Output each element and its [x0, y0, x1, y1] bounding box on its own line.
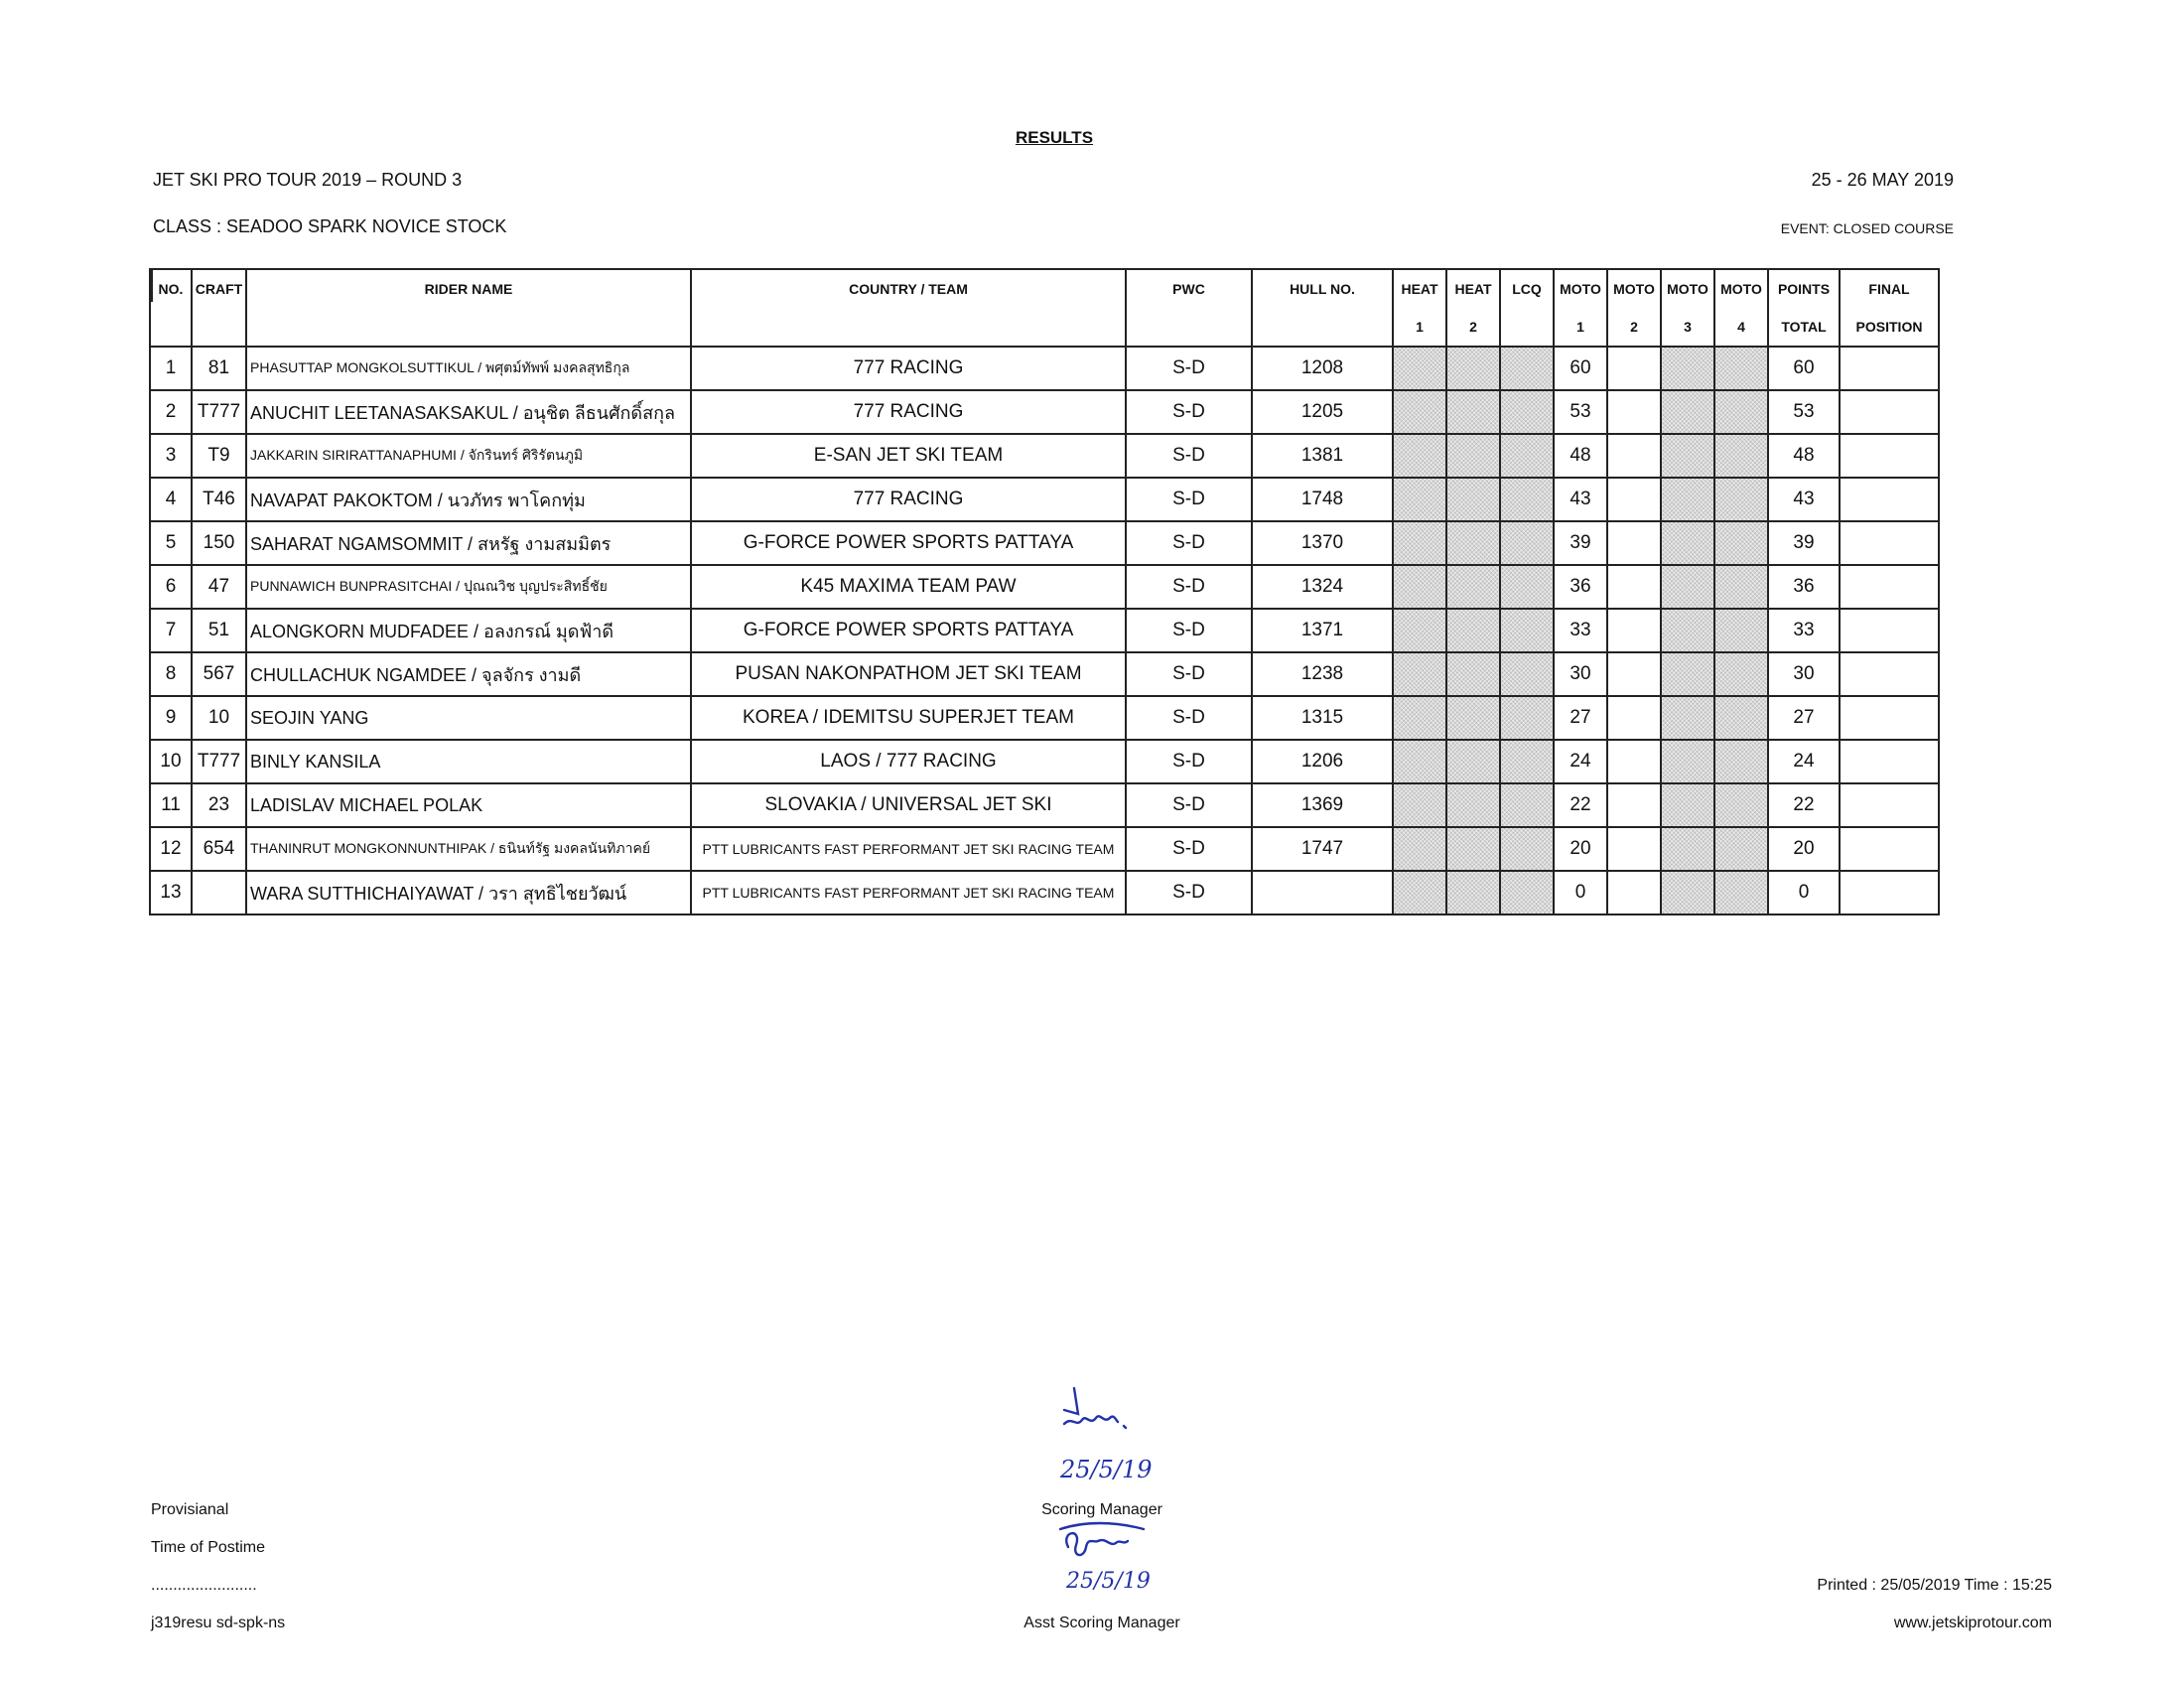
cell-craft: T777	[192, 390, 246, 434]
cell-heat1	[1393, 347, 1446, 390]
cell-moto3	[1661, 609, 1714, 652]
cell-total: 53	[1768, 390, 1840, 434]
cell-pwc: S-D	[1126, 434, 1252, 478]
cell-pwc: S-D	[1126, 696, 1252, 740]
cell-moto3	[1661, 783, 1714, 827]
cell-no: 13	[150, 871, 192, 914]
cell-moto2	[1607, 871, 1661, 914]
cell-rider: ALONGKORN MUDFADEE / อลงกรณ์ มุดฟ้าดี	[246, 609, 691, 652]
cell-no: 5	[150, 521, 192, 565]
cell-moto3	[1661, 827, 1714, 871]
cell-no: 9	[150, 696, 192, 740]
cell-team: K45 MAXIMA TEAM PAW	[691, 565, 1126, 609]
cell-team: 777 RACING	[691, 390, 1126, 434]
cell-team: G-FORCE POWER SPORTS PATTAYA	[691, 521, 1126, 565]
col-heat2: HEAT	[1446, 269, 1500, 308]
table-row	[150, 565, 1939, 609]
col-hull: HULL NO.	[1252, 269, 1393, 308]
cell-moto4	[1714, 827, 1768, 871]
col-craft: CRAFT	[192, 269, 246, 308]
col-moto4: MOTO	[1714, 269, 1768, 308]
col-moto2-num: 2	[1607, 308, 1661, 347]
cell-total: 24	[1768, 740, 1840, 783]
cell-position	[1840, 827, 1939, 871]
cell-heat1	[1393, 390, 1446, 434]
cell-moto1: 48	[1554, 434, 1607, 478]
cell-total: 36	[1768, 565, 1840, 609]
col-rider: RIDER NAME	[246, 269, 691, 308]
cell-lcq	[1500, 652, 1554, 696]
cell-team: 777 RACING	[691, 347, 1126, 390]
cell-heat2	[1446, 347, 1500, 390]
cell-rider: SEOJIN YANG	[246, 696, 691, 740]
cell-pwc: S-D	[1126, 652, 1252, 696]
cell-moto1: 20	[1554, 827, 1607, 871]
cell-position	[1840, 390, 1939, 434]
col-moto1-num: 1	[1554, 308, 1607, 347]
cell-moto2	[1607, 390, 1661, 434]
cell-pwc: S-D	[1126, 827, 1252, 871]
col-heat1: HEAT	[1393, 269, 1446, 308]
cell-position	[1840, 565, 1939, 609]
cell-moto3	[1661, 434, 1714, 478]
cell-moto2	[1607, 609, 1661, 652]
col-pwc: PWC	[1126, 269, 1252, 308]
cell-craft: 23	[192, 783, 246, 827]
cell-heat1	[1393, 478, 1446, 521]
cell-hull	[1252, 871, 1393, 914]
cell-total: 27	[1768, 696, 1840, 740]
postime-blank: ........................	[151, 1577, 257, 1594]
cell-heat2	[1446, 783, 1500, 827]
cell-position	[1840, 783, 1939, 827]
col-total: TOTAL	[1768, 308, 1840, 347]
cell-rider: JAKKARIN SIRIRATTANAPHUMI / จักรินทร์ ศิริรัตนภูมิ	[246, 434, 691, 478]
cell-heat1	[1393, 871, 1446, 914]
cell-moto3	[1661, 521, 1714, 565]
cell-craft: 150	[192, 521, 246, 565]
results-table	[149, 268, 1940, 915]
table-row	[150, 827, 1939, 871]
cell-no: 1	[150, 347, 192, 390]
cell-position	[1840, 434, 1939, 478]
cell-team: E-SAN JET SKI TEAM	[691, 434, 1126, 478]
cell-position	[1840, 696, 1939, 740]
cell-moto4	[1714, 652, 1768, 696]
cell-heat1	[1393, 740, 1446, 783]
cell-moto1: 36	[1554, 565, 1607, 609]
cell-pwc: S-D	[1126, 478, 1252, 521]
cell-moto2	[1607, 696, 1661, 740]
cell-no: 10	[150, 740, 192, 783]
cell-hull: 1370	[1252, 521, 1393, 565]
col-moto3: MOTO	[1661, 269, 1714, 308]
cell-heat2	[1446, 827, 1500, 871]
cell-position	[1840, 740, 1939, 783]
cell-position	[1840, 652, 1939, 696]
cell-moto2	[1607, 783, 1661, 827]
col-heat1-num: 1	[1393, 308, 1446, 347]
col-lcq: LCQ	[1500, 269, 1554, 308]
cell-hull: 1748	[1252, 478, 1393, 521]
cell-craft: 567	[192, 652, 246, 696]
cell-moto3	[1661, 652, 1714, 696]
cell-total: 60	[1768, 347, 1840, 390]
scoring-manager-label: Scoring Manager	[1041, 1501, 1162, 1518]
cell-moto2	[1607, 347, 1661, 390]
cell-hull: 1371	[1252, 609, 1393, 652]
cell-heat2	[1446, 609, 1500, 652]
cell-moto4	[1714, 871, 1768, 914]
cell-moto1: 24	[1554, 740, 1607, 783]
cell-pwc: S-D	[1126, 609, 1252, 652]
time-of-postime-label: Time of Postime	[151, 1539, 265, 1556]
cell-rider: CHULLACHUK NGAMDEE / จุลจักร งามดี	[246, 652, 691, 696]
table-row	[150, 652, 1939, 696]
signature-date-1: 25/5/19	[1060, 1456, 1153, 1483]
cell-moto4	[1714, 740, 1768, 783]
cell-hull: 1369	[1252, 783, 1393, 827]
col-moto2: MOTO	[1607, 269, 1661, 308]
table-row	[150, 478, 1939, 521]
table-row	[150, 740, 1939, 783]
cell-total: 30	[1768, 652, 1840, 696]
col-moto3-num: 3	[1661, 308, 1714, 347]
cell-heat1	[1393, 565, 1446, 609]
cell-heat1	[1393, 521, 1446, 565]
cell-no: 2	[150, 390, 192, 434]
cell-heat1	[1393, 434, 1446, 478]
cell-heat2	[1446, 434, 1500, 478]
cell-moto3	[1661, 696, 1714, 740]
cell-team: PUSAN NAKONPATHOM JET SKI TEAM	[691, 652, 1126, 696]
cell-pwc: S-D	[1126, 390, 1252, 434]
col-moto4-num: 4	[1714, 308, 1768, 347]
cell-craft: 10	[192, 696, 246, 740]
cell-total: 33	[1768, 609, 1840, 652]
file-code: j319resu sd-spk-ns	[151, 1615, 286, 1631]
cell-moto1: 0	[1554, 871, 1607, 914]
cell-heat2	[1446, 871, 1500, 914]
cell-moto4	[1714, 478, 1768, 521]
cell-lcq	[1500, 478, 1554, 521]
cell-no: 12	[150, 827, 192, 871]
cell-moto4	[1714, 609, 1768, 652]
cell-total: 22	[1768, 783, 1840, 827]
cell-rider: ANUCHIT LEETANASAKSAKUL / อนุชิต ลีธนศักดิ์สกุล	[246, 390, 691, 434]
cell-moto1: 60	[1554, 347, 1607, 390]
cell-rider: THANINRUT MONGKONNUNTHIPAK / ธนินท์รัฐ มงคลนันทิภาคย์	[246, 827, 691, 871]
table-row	[150, 521, 1939, 565]
cell-no: 11	[150, 783, 192, 827]
cell-total: 20	[1768, 827, 1840, 871]
cell-moto2	[1607, 434, 1661, 478]
table-row	[150, 783, 1939, 827]
col-heat2-num: 2	[1446, 308, 1500, 347]
cell-team: KOREA / IDEMITSU SUPERJET TEAM	[691, 696, 1126, 740]
cell-craft	[192, 871, 246, 914]
cell-total: 39	[1768, 521, 1840, 565]
cell-moto2	[1607, 740, 1661, 783]
class-label: CLASS : SEADOO SPARK NOVICE STOCK	[153, 216, 507, 236]
asst-scoring-manager-label: Asst Scoring Manager	[1024, 1615, 1180, 1631]
col-no: NO.	[150, 269, 192, 308]
website-url: www.jetskiprotour.com	[1893, 1615, 2052, 1631]
cell-craft: 81	[192, 347, 246, 390]
signature-asst-scoring-manager	[1054, 1517, 1163, 1577]
event-name: JET SKI PRO TOUR 2019 – ROUND 3	[153, 170, 463, 190]
cell-lcq	[1500, 565, 1554, 609]
cell-total: 0	[1768, 871, 1840, 914]
cell-moto3	[1661, 740, 1714, 783]
cell-rider: WARA SUTTHICHAIYAWAT / วรา สุทธิไชยวัฒน์	[246, 871, 691, 914]
table-row	[150, 696, 1939, 740]
cell-moto2	[1607, 521, 1661, 565]
cell-moto3	[1661, 871, 1714, 914]
cell-moto2	[1607, 827, 1661, 871]
cell-moto2	[1607, 652, 1661, 696]
cell-craft: 51	[192, 609, 246, 652]
cell-position	[1840, 347, 1939, 390]
cell-moto1: 39	[1554, 521, 1607, 565]
table-row	[150, 390, 1939, 434]
cell-total: 48	[1768, 434, 1840, 478]
cell-moto3	[1661, 565, 1714, 609]
cell-moto4	[1714, 565, 1768, 609]
cell-position	[1840, 871, 1939, 914]
cell-heat1	[1393, 609, 1446, 652]
cell-no: 7	[150, 609, 192, 652]
cell-moto1: 30	[1554, 652, 1607, 696]
cell-moto4	[1714, 390, 1768, 434]
cell-lcq	[1500, 609, 1554, 652]
cell-pwc: S-D	[1126, 871, 1252, 914]
cell-moto3	[1661, 478, 1714, 521]
cell-moto1: 43	[1554, 478, 1607, 521]
cell-pwc: S-D	[1126, 347, 1252, 390]
cell-heat2	[1446, 478, 1500, 521]
cell-lcq	[1500, 871, 1554, 914]
cell-moto1: 33	[1554, 609, 1607, 652]
col-points: POINTS	[1768, 269, 1840, 308]
cell-moto1: 53	[1554, 390, 1607, 434]
cell-heat2	[1446, 565, 1500, 609]
cell-moto3	[1661, 347, 1714, 390]
cell-pwc: S-D	[1126, 565, 1252, 609]
cell-no: 4	[150, 478, 192, 521]
cell-team: SLOVAKIA / UNIVERSAL JET SKI	[691, 783, 1126, 827]
cell-moto4	[1714, 696, 1768, 740]
table-row	[150, 609, 1939, 652]
cell-craft: 47	[192, 565, 246, 609]
cell-craft: T46	[192, 478, 246, 521]
cell-no: 6	[150, 565, 192, 609]
cell-moto2	[1607, 478, 1661, 521]
page-title: RESULTS	[1015, 128, 1094, 147]
cell-pwc: S-D	[1126, 521, 1252, 565]
cell-no: 3	[150, 434, 192, 478]
cell-hull: 1315	[1252, 696, 1393, 740]
cell-lcq	[1500, 390, 1554, 434]
cell-craft: T777	[192, 740, 246, 783]
event-type: EVENT: CLOSED COURSE	[1780, 220, 1954, 236]
cell-rider: PHASUTTAP MONGKOLSUTTIKUL / พศุตม์ทัพพ์ มงคลสุทธิกุล	[246, 347, 691, 390]
signature-scoring-manager	[1052, 1380, 1171, 1460]
cell-heat2	[1446, 652, 1500, 696]
cell-lcq	[1500, 783, 1554, 827]
cell-no: 8	[150, 652, 192, 696]
cell-hull: 1205	[1252, 390, 1393, 434]
cell-pwc: S-D	[1126, 783, 1252, 827]
cell-hull: 1381	[1252, 434, 1393, 478]
cell-heat1	[1393, 696, 1446, 740]
cell-moto3	[1661, 390, 1714, 434]
cell-heat1	[1393, 783, 1446, 827]
cell-rider: PUNNAWICH BUNPRASITCHAI / ปุณณวิช บุญประสิทธิ์ชัย	[246, 565, 691, 609]
cell-heat2	[1446, 521, 1500, 565]
cell-lcq	[1500, 696, 1554, 740]
cell-team: G-FORCE POWER SPORTS PATTAYA	[691, 609, 1126, 652]
cell-pwc: S-D	[1126, 740, 1252, 783]
cell-total: 43	[1768, 478, 1840, 521]
col-position: POSITION	[1840, 308, 1939, 347]
cell-position	[1840, 521, 1939, 565]
table-row	[150, 871, 1939, 914]
cell-rider: BINLY KANSILA	[246, 740, 691, 783]
cell-hull: 1206	[1252, 740, 1393, 783]
cell-position	[1840, 609, 1939, 652]
cell-moto2	[1607, 565, 1661, 609]
col-moto1: MOTO	[1554, 269, 1607, 308]
cell-moto4	[1714, 521, 1768, 565]
table-row	[150, 434, 1939, 478]
cell-lcq	[1500, 827, 1554, 871]
cell-heat2	[1446, 390, 1500, 434]
event-date: 25 - 26 MAY 2019	[1811, 170, 1954, 190]
printed-timestamp: Printed : 25/05/2019 Time : 15:25	[1817, 1577, 2052, 1594]
cell-craft: T9	[192, 434, 246, 478]
cell-position	[1840, 478, 1939, 521]
cell-team: PTT LUBRICANTS FAST PERFORMANT JET SKI RACING TEAM	[691, 827, 1126, 871]
col-final: FINAL	[1840, 269, 1939, 308]
cell-hull: 1208	[1252, 347, 1393, 390]
provisional-label: Provisianal	[151, 1501, 229, 1518]
cell-heat2	[1446, 740, 1500, 783]
cell-heat2	[1446, 696, 1500, 740]
signature-date-2: 25/5/19	[1066, 1569, 1151, 1594]
cell-moto4	[1714, 347, 1768, 390]
cell-moto1: 22	[1554, 783, 1607, 827]
cell-rider: SAHARAT NGAMSOMMIT / สหรัฐ งามสมมิตร	[246, 521, 691, 565]
cell-moto1: 27	[1554, 696, 1607, 740]
col-team: COUNTRY / TEAM	[691, 269, 1126, 308]
cell-hull: 1324	[1252, 565, 1393, 609]
cell-heat1	[1393, 652, 1446, 696]
cell-lcq	[1500, 521, 1554, 565]
cell-lcq	[1500, 347, 1554, 390]
cell-team: PTT LUBRICANTS FAST PERFORMANT JET SKI RACING TEAM	[691, 871, 1126, 914]
cell-lcq	[1500, 434, 1554, 478]
table-corner-mark	[149, 268, 153, 302]
cell-heat1	[1393, 827, 1446, 871]
cell-hull: 1238	[1252, 652, 1393, 696]
cell-moto4	[1714, 783, 1768, 827]
cell-hull: 1747	[1252, 827, 1393, 871]
cell-team: LAOS / 777 RACING	[691, 740, 1126, 783]
cell-rider: LADISLAV MICHAEL POLAK	[246, 783, 691, 827]
cell-rider: NAVAPAT PAKOKTOM / นวภัทร พาโคกทุ่ม	[246, 478, 691, 521]
cell-lcq	[1500, 740, 1554, 783]
cell-moto4	[1714, 434, 1768, 478]
table-row	[150, 347, 1939, 390]
cell-craft: 654	[192, 827, 246, 871]
cell-team: 777 RACING	[691, 478, 1126, 521]
